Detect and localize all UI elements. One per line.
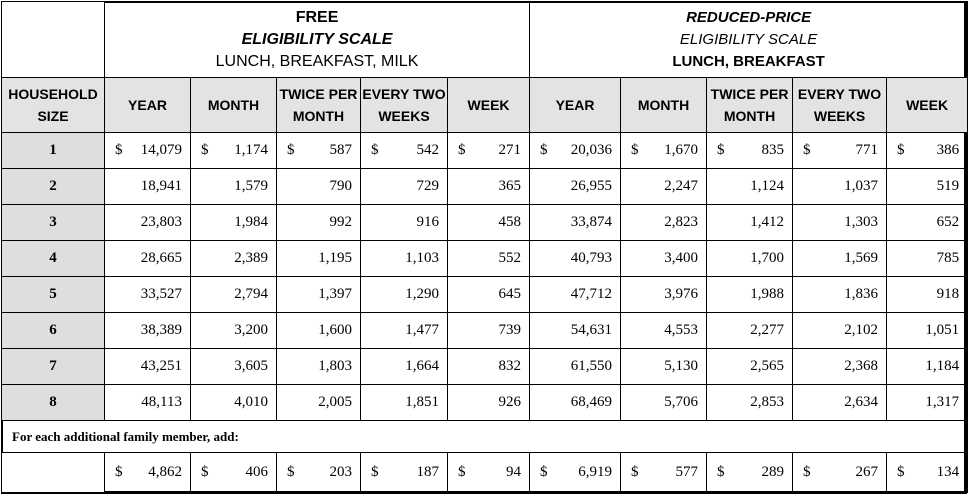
reduced-year-cell: 54,631 [530,313,621,349]
free-every-cell: 1,103 [361,241,448,277]
free-month-cell: 4,010 [191,385,277,421]
free-week-cell: 645 [448,277,530,313]
free-twice-cell: 1,195 [277,241,361,277]
free-week-cell: 365 [448,169,530,205]
free-month-cell: $ 1,174 [191,133,277,169]
free-every-cell: $ 542 [361,133,448,169]
reduced-every-cell: 1,303 [793,205,887,241]
col-reduced-twice [707,78,793,133]
col-free-week: WEEK [448,78,530,133]
col-household-size [2,78,105,133]
reduced-week-cell: 918 [887,277,968,313]
additional-reduced-week-cell: $ 134 [887,453,968,493]
col-free-every-line2: WEEKS [378,108,430,124]
free-week-cell: $ 271 [448,133,530,169]
reduced-month-cell: 2,823 [621,205,707,241]
reduced-week-cell: 785 [887,241,968,277]
reduced-twice-cell: 1,124 [707,169,793,205]
additional-reduced-twice-cell: $ 289 [707,453,793,493]
free-month-cell: 1,984 [191,205,277,241]
reduced-year-cell: 40,793 [530,241,621,277]
free-twice-cell: 790 [277,169,361,205]
col-free-year: YEAR [105,78,191,133]
household-size-cell: 4 [2,241,105,277]
col-reduced-twice-line2: MONTH [723,108,776,124]
free-title [105,2,530,78]
table-row [2,277,968,313]
free-month-cell: 2,389 [191,241,277,277]
reduced-week-cell: $ 386 [887,133,968,169]
free-year-cell: $ 14,079 [105,133,191,169]
additional-blank-cell [2,453,105,493]
free-title-line1: FREE [295,8,339,26]
free-week-cell: 926 [448,385,530,421]
reduced-twice-cell: 2,565 [707,349,793,385]
free-twice-cell: 992 [277,205,361,241]
col-free-twice-line1: TWICE PER [279,86,358,102]
reduced-month-cell: 3,400 [621,241,707,277]
corner-cell [2,2,105,78]
reduced-title-line1: REDUCED-PRICE [686,8,812,26]
additional-free-month-cell: $ 406 [191,453,277,493]
note-row [2,421,968,453]
table-row [2,385,968,421]
household-size-cell: 2 [2,169,105,205]
free-twice-cell: 1,397 [277,277,361,313]
free-every-cell: 1,664 [361,349,448,385]
reduced-twice-cell: 2,853 [707,385,793,421]
free-week-cell: 832 [448,349,530,385]
reduced-year-cell: 61,550 [530,349,621,385]
free-year-cell: 23,803 [105,205,191,241]
reduced-month-cell: 2,247 [621,169,707,205]
reduced-title-line3: LUNCH, BREAKFAST [672,52,825,70]
free-month-cell: 3,605 [191,349,277,385]
reduced-every-cell: 2,102 [793,313,887,349]
reduced-twice-cell: 1,412 [707,205,793,241]
reduced-every-cell: $ 771 [793,133,887,169]
col-reduced-every-line2: WEEKS [813,108,866,124]
free-month-cell: 1,579 [191,169,277,205]
reduced-month-cell: $ 1,670 [621,133,707,169]
reduced-every-cell: 1,836 [793,277,887,313]
additional-free-year-cell: $ 4,862 [105,453,191,493]
free-twice-cell: 1,803 [277,349,361,385]
col-reduced-week: WEEK [887,78,968,133]
col-reduced-year: YEAR [530,78,621,133]
col-reduced-every-line1: EVERY TWO [797,86,882,102]
reduced-year-cell: 33,874 [530,205,621,241]
additional-row [2,453,968,493]
reduced-twice-cell: $ 835 [707,133,793,169]
household-size-cell: 3 [2,205,105,241]
eligibility-table [1,1,968,493]
col-reduced-twice-line1: TWICE PER [710,86,789,102]
column-header-row [2,78,968,133]
table-row [2,205,968,241]
reduced-week-cell: 1,051 [887,313,968,349]
additional-reduced-every-cell: $ 267 [793,453,887,493]
table-row [2,313,968,349]
additional-reduced-year-cell: $ 6,919 [530,453,621,493]
free-month-cell: 3,200 [191,313,277,349]
col-household-line2: SIZE [37,108,69,124]
reduced-week-cell: 519 [887,169,968,205]
free-title-line3: LUNCH, BREAKFAST, MILK [215,52,419,70]
free-every-cell: 729 [361,169,448,205]
table-row [2,349,968,385]
reduced-title [530,2,968,78]
household-size-cell: 1 [2,133,105,169]
reduced-title-line2: ELIGIBILITY SCALE [679,30,818,48]
reduced-every-cell: 1,569 [793,241,887,277]
reduced-week-cell: 1,184 [887,349,968,385]
free-every-cell: 916 [361,205,448,241]
additional-member-note: For each additional family member, add: [2,421,968,453]
reduced-month-cell: 3,976 [621,277,707,313]
household-size-cell: 7 [2,349,105,385]
col-free-twice [277,78,361,133]
reduced-twice-cell: 1,700 [707,241,793,277]
free-year-cell: 48,113 [105,385,191,421]
free-year-cell: 18,941 [105,169,191,205]
free-week-cell: 552 [448,241,530,277]
reduced-year-cell: 68,469 [530,385,621,421]
title-row [2,2,968,78]
reduced-twice-cell: 2,277 [707,313,793,349]
reduced-year-cell: 26,955 [530,169,621,205]
col-free-every [361,78,448,133]
additional-free-every-cell: $ 187 [361,453,448,493]
reduced-week-cell: 1,317 [887,385,968,421]
reduced-every-cell: 1,037 [793,169,887,205]
additional-free-week-cell: $ 94 [448,453,530,493]
additional-reduced-month-cell: $ 577 [621,453,707,493]
free-year-cell: 33,527 [105,277,191,313]
additional-free-twice-cell: $ 203 [277,453,361,493]
table-row [2,241,968,277]
free-every-cell: 1,477 [361,313,448,349]
free-twice-cell: 1,600 [277,313,361,349]
reduced-every-cell: 2,368 [793,349,887,385]
col-free-twice-line2: MONTH [292,108,345,124]
free-year-cell: 43,251 [105,349,191,385]
free-title-line2: ELIGIBILITY SCALE [241,30,393,48]
free-year-cell: 38,389 [105,313,191,349]
free-twice-cell: $ 587 [277,133,361,169]
col-reduced-month: MONTH [621,78,707,133]
free-week-cell: 458 [448,205,530,241]
free-month-cell: 2,794 [191,277,277,313]
reduced-month-cell: 5,706 [621,385,707,421]
free-every-cell: 1,851 [361,385,448,421]
free-year-cell: 28,665 [105,241,191,277]
col-free-month: MONTH [191,78,277,133]
table-row [2,169,968,205]
reduced-year-cell: 47,712 [530,277,621,313]
free-twice-cell: 2,005 [277,385,361,421]
table-row [2,133,968,169]
col-reduced-every [793,78,887,133]
reduced-twice-cell: 1,988 [707,277,793,313]
col-household-line1: HOUSEHOLD [8,86,98,102]
reduced-month-cell: 5,130 [621,349,707,385]
reduced-year-cell: $ 20,036 [530,133,621,169]
free-week-cell: 739 [448,313,530,349]
household-size-cell: 6 [2,313,105,349]
reduced-every-cell: 2,634 [793,385,887,421]
household-size-cell: 5 [2,277,105,313]
reduced-week-cell: 652 [887,205,968,241]
free-every-cell: 1,290 [361,277,448,313]
col-free-every-line1: EVERY TWO [362,86,446,102]
reduced-month-cell: 4,553 [621,313,707,349]
household-size-cell: 8 [2,385,105,421]
